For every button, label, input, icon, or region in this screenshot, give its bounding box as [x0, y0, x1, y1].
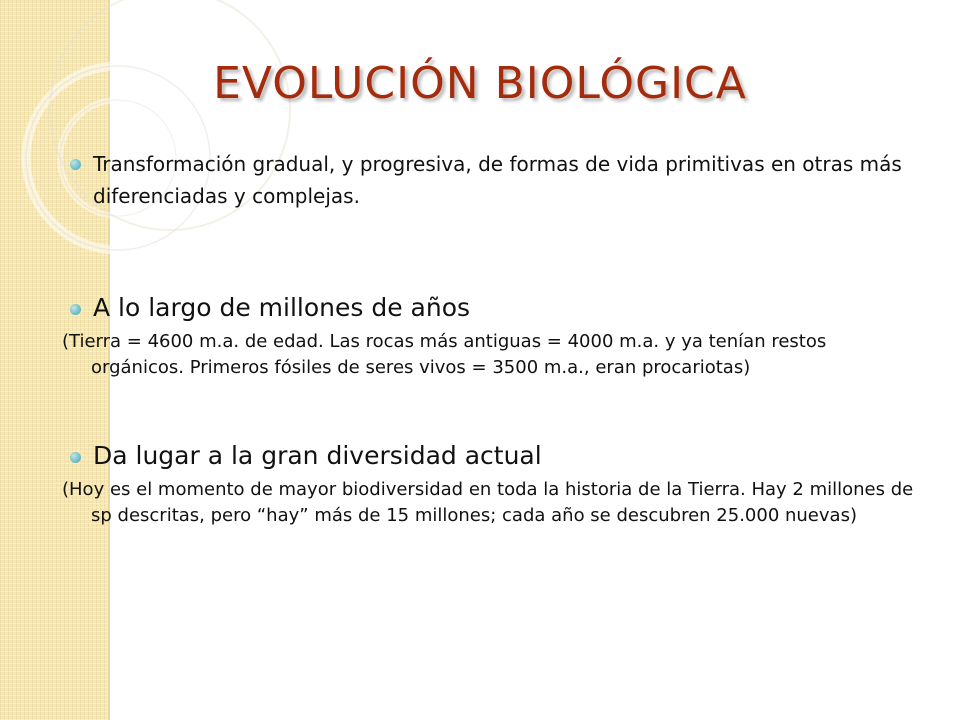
bullet-item: [60, 439, 920, 473]
bullet-text: Da lugar a la gran diversidad actual: [93, 441, 542, 470]
bullet-dot-icon: [70, 452, 81, 463]
bullet-text: Transformación gradual, y progresiva, de formas de vida primitivas en otras más diferenciadas y complejas.: [93, 152, 902, 208]
slide-content: [60, 148, 920, 529]
bullet-note: (Tierra = 4600 m.a. de edad. Las rocas más antiguas = 4000 m.a. y ya tenían restos orgánicos. Primeros fósiles de seres vivos = 3500 m.a., eran procariotas): [62, 331, 827, 378]
bullet-item: [60, 291, 920, 325]
bullet-item: [60, 148, 920, 212]
slide-title: EVOLUCIÓN BIOLÓGICA: [213, 58, 747, 109]
bullet-dot-icon: [70, 304, 81, 315]
bullet-text: A lo largo de millones de años: [93, 293, 471, 322]
bullet-note: (Hoy es el momento de mayor biodiversidad en toda la historia de la Tierra. Hay 2 millones de sp descritas, pero “hay” más de 15 millones; cada año se descubren 25.000 nuevas): [62, 479, 914, 526]
bullet-dot-icon: [70, 159, 81, 170]
